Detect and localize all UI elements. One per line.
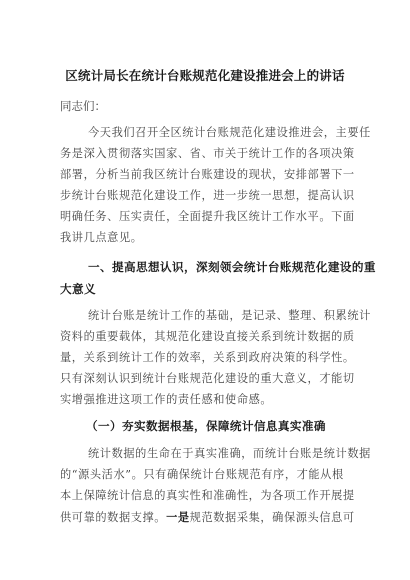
- section-heading: 一、提高思想认识，深刻领会统计台账规范化建设的重: [88, 260, 376, 274]
- emphasis-text: 一是: [166, 510, 190, 524]
- section-body-line: 实增强推进这项工作的责任感和使命感。: [60, 393, 273, 406]
- section-body-line: 统计台账是统计工作的基础，是记录、整理、积累统计: [88, 309, 371, 322]
- section-body-line: 量，关系到统计工作的效率，关系到政府决策的科学性。: [60, 351, 355, 364]
- subsection-body-line: 本上保障统计信息的真实性和准确性，为各项工作开展提: [60, 489, 355, 502]
- salutation: 同志们：: [60, 99, 106, 113]
- section-heading: 大意义: [60, 282, 96, 296]
- intro-line: 今天我们召开全区统计台账规范化建设推进会，主要任: [88, 126, 371, 139]
- intro-line: 我讲几点意见。: [60, 231, 143, 244]
- intro-line: 步统计台账规范化建设工作，进一步统一思想，提高认识: [60, 189, 355, 202]
- subsection-body-line: 统计数据的生命在于真实准确，而统计台账是统计数据: [88, 447, 371, 460]
- subsection-body-text: 供可靠的数据支撑。: [60, 511, 167, 524]
- subsection-body-text: 规范数据采集，确保源头信息可: [189, 511, 355, 524]
- subsection-body-line: 的“源头活水”。只有确保统计台账规范有序，才能从根: [60, 468, 344, 481]
- section-body-line: 资料的重要载体，其规范化建设直接关系到统计数据的质: [60, 330, 355, 343]
- intro-line: 明确任务、压实责任，全面提升我区统计工作水平。下面: [60, 210, 355, 223]
- document-title: 区统计局长在统计台账规范化建设推进会上的讲话: [65, 68, 345, 83]
- section-body-line: 只有深刻认识到统计台账规范化建设的重大意义，才能切: [60, 372, 355, 385]
- intro-line: 部署，分析当前我区统计台账建设的现状，安排部署下一: [60, 168, 355, 181]
- subsection-heading: （一）夯实数据根基，保障统计信息真实准确: [86, 419, 326, 433]
- intro-line: 务是深入贯彻落实国家、省、市关于统计工作的各项决策: [60, 147, 355, 160]
- subsection-body-line: [60, 509, 355, 526]
